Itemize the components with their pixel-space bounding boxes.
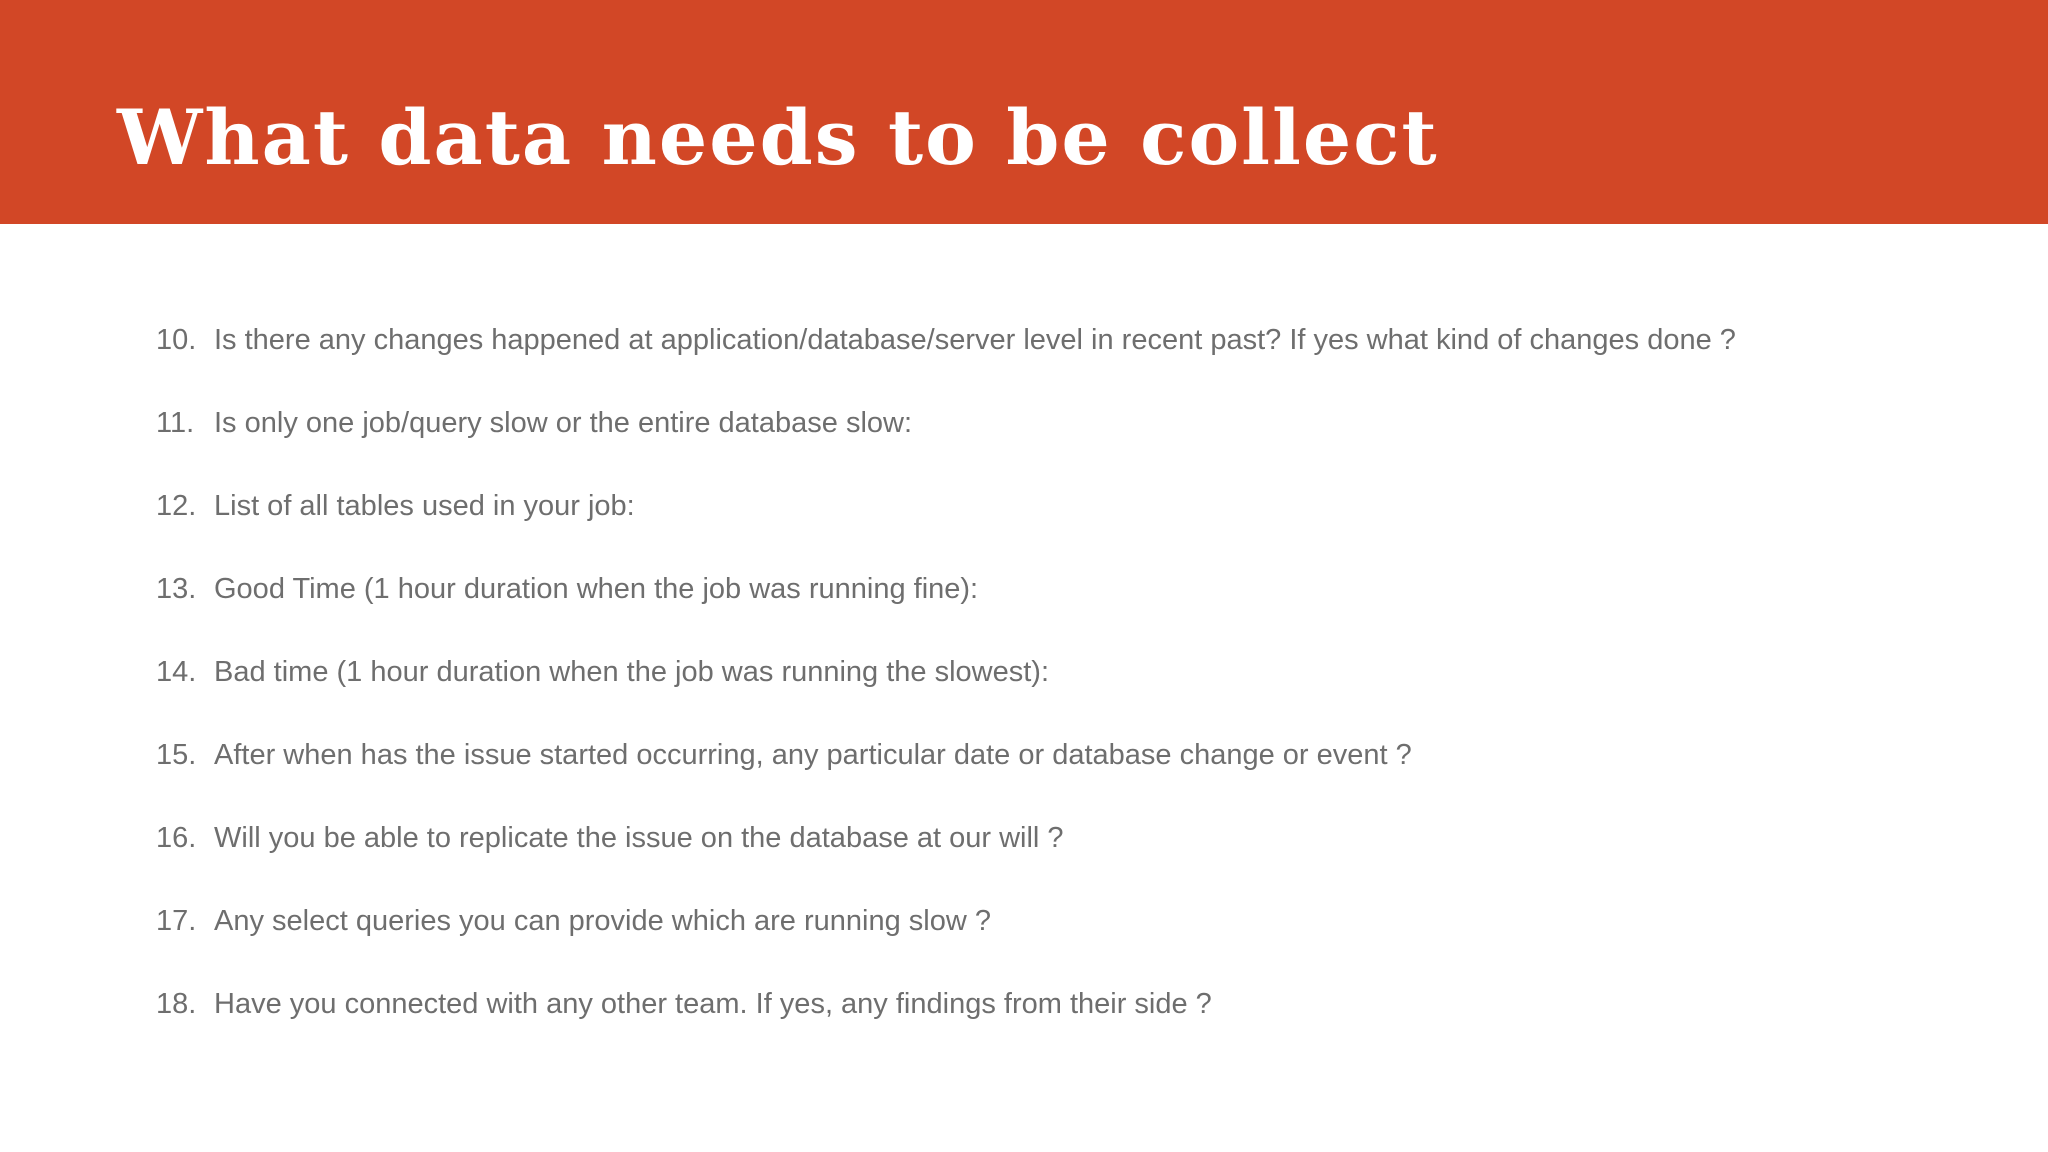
item-number: 11. [156,407,195,439]
slide-title: What data needs to be collect [117,93,1439,182]
list-item [156,808,2016,891]
item-text: Is there any changes happened at application/database/server level in recent past? If yes what kind of changes done ? [214,324,1736,356]
item-text: Is only one job/query slow or the entire database slow: [214,407,913,439]
item-text: Will you be able to replicate the issue on the database at our will ? [214,822,1064,854]
item-number: 17. [156,905,197,937]
item-number: 13. [156,573,197,605]
item-number: 10. [156,324,197,356]
list-item [156,974,2016,1057]
item-number: 14. [156,656,197,688]
list-item [156,891,2016,974]
item-text: Good Time (1 hour duration when the job was running fine): [214,573,979,605]
question-list [156,310,2016,1057]
item-number: 12. [156,490,197,522]
list-item [156,725,2016,808]
item-number: 18. [156,988,197,1020]
list-item [156,310,2016,393]
list-item [156,393,2016,476]
item-text: Bad time (1 hour duration when the job was running the slowest): [214,656,1050,688]
item-text: After when has the issue started occurring, any particular date or database change or event ? [214,739,1412,771]
item-text: Have you connected with any other team. If yes, any findings from their side ? [214,988,1212,1020]
item-text: Any select queries you can provide which are running slow ? [214,905,991,937]
list-item [156,476,2016,559]
title-banner [0,0,2048,224]
item-number: 16. [156,822,197,854]
item-text: List of all tables used in your job: [214,490,635,522]
item-number: 15. [156,739,197,771]
list-item [156,559,2016,642]
list-item [156,642,2016,725]
